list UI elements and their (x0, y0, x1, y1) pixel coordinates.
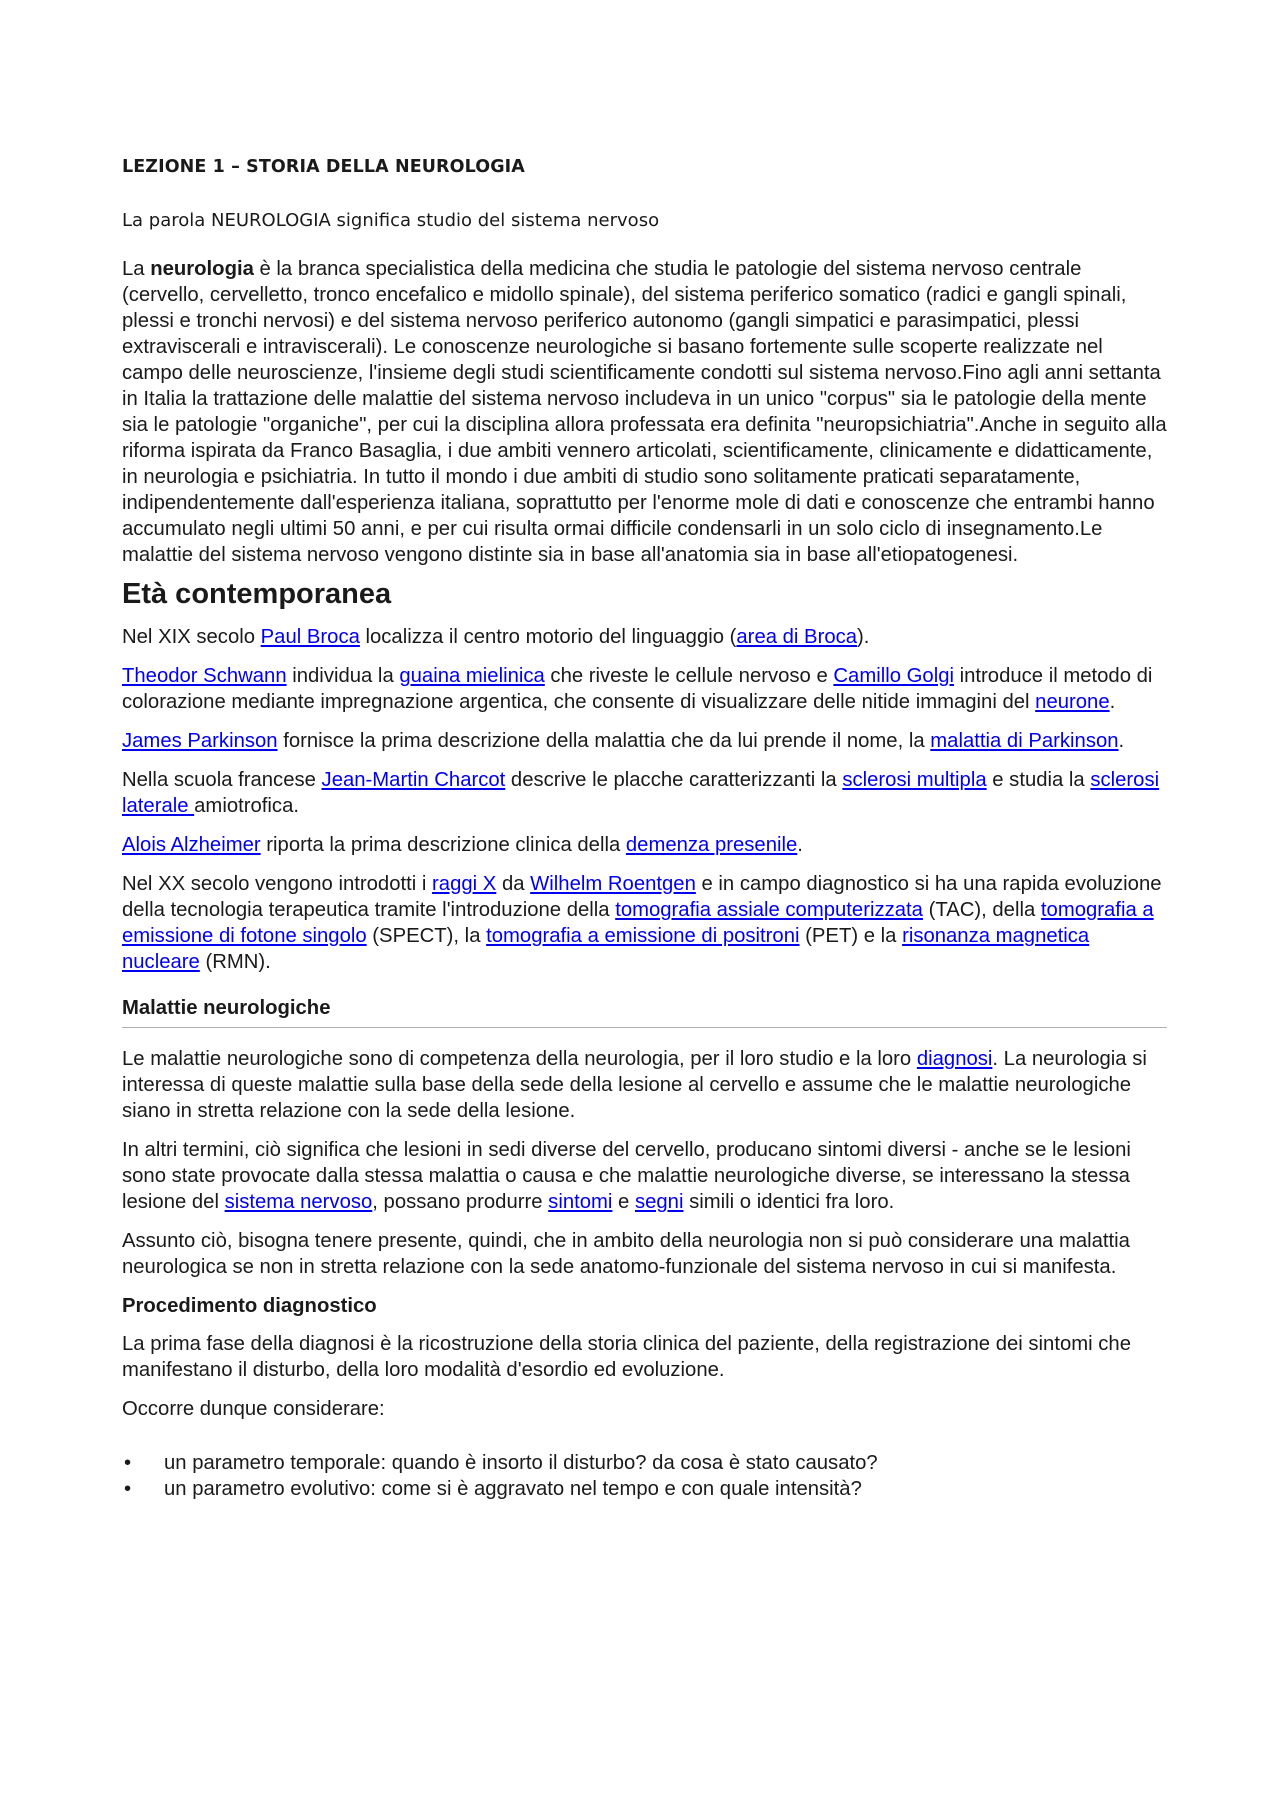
text-run: individua la (286, 665, 400, 687)
intro-text: La parola NEUROLOGIA significa studio del sistema nervoso (122, 210, 660, 231)
link-malattia-di-parkinson[interactable]: malattia di Parkinson (930, 730, 1119, 752)
text-run: . (1118, 730, 1125, 752)
link-area-di-broca[interactable]: area di Broca (736, 626, 858, 648)
lesson-title: LEZIONE 1 – STORIA DELLA NEUROLOGIA (122, 157, 525, 177)
link-james-parkinson[interactable]: James Parkinson (122, 730, 278, 752)
list-item-text: un parametro temporale: quando è insorto il disturbo? da cosa è stato causato? (164, 1452, 878, 1474)
text-run: (SPECT), la (366, 925, 487, 947)
text-run: simili o identici fra loro. (683, 1191, 895, 1213)
paragraph-charcot (122, 767, 1167, 819)
paragraph-broca (122, 624, 1167, 650)
text-run: localizza il centro motorio del linguaggio ( (359, 626, 737, 648)
text-run: . La neurologia si interessa di queste malattie sulla base della sede della lesione al cervello e assume che le malattie neurologiche siano in stretta relazione con la sede della lesione. (122, 1048, 1147, 1122)
link-camillo-golgi[interactable]: Camillo Golgi (833, 665, 954, 687)
link-theodor-schwann[interactable]: Theodor Schwann (122, 665, 287, 687)
text-run: , possano produrre (372, 1191, 549, 1213)
text-run: Nel XIX secolo (122, 626, 261, 648)
link-segni[interactable]: segni (634, 1191, 684, 1213)
text-run: . (1109, 691, 1116, 713)
document-page (122, 154, 1167, 1502)
text-run: La (122, 258, 151, 280)
neurology-definition-paragraph (122, 256, 1167, 568)
link-raggi-x[interactable]: raggi X (432, 873, 497, 895)
link-wilhelm-roentgen[interactable]: Wilhelm Roentgen (530, 873, 696, 895)
paragraph-parkinson (122, 728, 1167, 754)
text-run: introduce il metodo di colorazione mediante impregnazione argentica, che consente di visualizzare delle nitide immagini del (122, 665, 1153, 713)
paragraph-procedure-2: Occorre dunque considerare: (122, 1398, 385, 1420)
bullet-glyph: • (124, 1478, 132, 1500)
text-run: . (797, 834, 803, 856)
list-item-text: un parametro evolutivo: come si è aggravato nel tempo e con quale intensità? (164, 1478, 862, 1500)
list-item (122, 1476, 1167, 1502)
link-pet[interactable]: tomografia a emissione di positroni (486, 925, 800, 947)
link-diagnosi[interactable]: diagnosi (916, 1048, 993, 1070)
paragraph-diseases-3: Assunto ciò, bisogna tenere presente, quindi, che in ambito della neurologia non si può considerare una malattia neurologica se non in stretta relazione con la sede anatomo-funzionale del sistema nervoso in cui si manifesta. (122, 1230, 1130, 1278)
bullet-glyph: • (124, 1452, 132, 1474)
text-run: (PET) e la (799, 925, 903, 947)
bold-term: neurologia (150, 258, 254, 280)
link-sclerosi-laterale[interactable]: sclerosi laterale (122, 769, 1160, 817)
section-heading-age: Età contemporanea (122, 578, 392, 610)
link-sintomi[interactable]: sintomi (548, 1191, 613, 1213)
paragraph-procedure-1: La prima fase della diagnosi è la ricostruzione della storia clinica del paziente, della registrazione dei sintomi che manifestano il disturbo, della loro modalità d'esordio ed evoluzione. (122, 1333, 1131, 1381)
text-run: In altri termini, ciò significa che lesioni in sedi diverse del cervello, producano sintomi diversi - anche se le lesioni sono state provocate dalla stessa malattia o causa e che malattie neurologiche diverse, se interessano la stessa lesione del (122, 1139, 1131, 1213)
text-run: descrive le placche caratterizzanti la (505, 769, 843, 791)
link-alois-alzheimer[interactable]: Alois Alzheimer (122, 834, 261, 856)
section-heading-procedure: Procedimento diagnostico (122, 1295, 377, 1317)
link-demenza-presenile[interactable]: demenza presenile (625, 834, 798, 856)
text-run: e (612, 1191, 635, 1213)
text-run: ). (857, 626, 870, 648)
text-run: Nella scuola francese (122, 769, 322, 791)
paragraph-diseases-2 (122, 1137, 1167, 1215)
paragraph-diseases-1 (122, 1046, 1167, 1124)
link-tomografia-assiale-computerizzata[interactable]: tomografia assiale computerizzata (615, 899, 923, 921)
paragraph-imaging (122, 871, 1167, 975)
text-run: e studia la (986, 769, 1091, 791)
link-neurone[interactable]: neurone (1035, 691, 1110, 713)
text-run: Nel XX secolo vengono introdotti i (122, 873, 433, 895)
text-run: è la branca specialistica della medicina che studia le patologie del sistema nervoso centrale (cervello, cervelletto, tronco encefalico e midollo spinale), del sistema periferico somatico (radici e gangli spinali, plessi e tronchi nervosi) e del sistema nervoso periferico autonomo (gangli simpatici e parasimpatici, plessi extraviscerali e intraviscerali). Le conoscenze neurologiche si basano fortemente sulle scoperte realizzate nel campo delle neuroscienze, l'insieme degli studi scientificamente condotti sul sistema nervoso.Fino agli anni settanta in Italia la trattazione delle malattie del sistema nervoso includeva in un unico "corpus" sia le patologie della mente sia le patologie "organiche", per cui la disciplina allora professata era definita "neuropsichiatria".Anche in seguito alla riforma ispirata da Franco Basaglia, i due ambiti vennero articolati, scientificamente, clinicamente e didatticamente, in neurologia e psichiatria. In tutto il mondo i due ambiti di studio sono solitamente praticati separatamente, indipendentemente dall'esperienza italiana, soprattutto per l'enorme mole di dati e conoscenze che entrambi hanno accumulato negli ultimi 50 anni, e per cui risulta ormai difficile condensarli in un solo ciclo di insegnamento.Le malattie del sistema nervoso vengono distinte sia in base all'anatomia sia in base all'etiopatogenesi. (122, 258, 1167, 566)
link-paul-broca[interactable]: Paul Broca (260, 626, 360, 648)
text-run: riporta la prima descrizione clinica della (260, 834, 626, 856)
text-run: Le malattie neurologiche sono di competenza della neurologia, per il loro studio e la loro (122, 1048, 917, 1070)
text-run: e in campo diagnostico si ha una rapida evoluzione della tecnologia terapeutica tramite l'introduzione della (122, 873, 1162, 921)
text-run: fornisce la prima descrizione della malattia che da lui prende il nome, la (277, 730, 931, 752)
text-run: che riveste le cellule nervoso e (544, 665, 834, 687)
text-run: amiotrofica. (194, 795, 299, 817)
section-heading-diseases: Malattie neurologiche (122, 997, 331, 1019)
text-run: (TAC), della (922, 899, 1041, 921)
paragraph-schwann-golgi (122, 663, 1167, 715)
link-sclerosi-multipla[interactable]: sclerosi multipla (842, 769, 987, 791)
paragraph-alzheimer (122, 832, 1167, 858)
parameter-list (122, 1450, 1167, 1502)
text-run: (RMN). (199, 951, 271, 973)
list-item (122, 1450, 1167, 1476)
text-run: da (496, 873, 531, 895)
divider (122, 1027, 1167, 1028)
link-spect[interactable]: tomografia a emissione di fotone singolo (122, 899, 1154, 947)
link-rmn[interactable]: risonanza magnetica nucleare (122, 925, 1090, 973)
link-sistema-nervoso[interactable]: sistema nervoso (224, 1191, 373, 1213)
link-guaina-mielinica[interactable]: guaina mielinica (399, 665, 545, 687)
link-jean-martin-charcot[interactable]: Jean-Martin Charcot (321, 769, 506, 791)
